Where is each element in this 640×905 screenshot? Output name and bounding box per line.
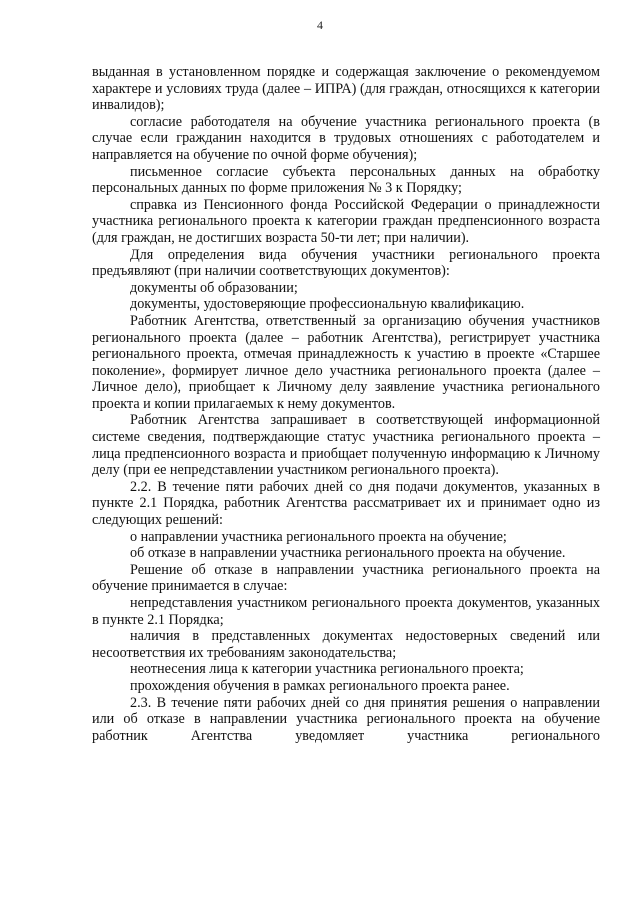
paragraph: Решение об отказе в направлении участника регионального проекта на обучение принимается в случае: (92, 561, 600, 595)
paragraph: неотнесения лица к категории участника регионального проекта; (130, 661, 524, 678)
paragraph: документы об образовании; (130, 279, 298, 296)
paragraph: прохождения обучения в рамках регионального проекта ранее. (130, 677, 510, 694)
paragraph: непредставления участником регионального проекта документов, указанных в пункте 2.1 Порядка; (92, 595, 600, 628)
paragraph: справка из Пенсионного фонда Российской Федерации о принадлежности участника регионального проекта к категории граждан предпенсионного возраста (для граждан, не достигших возраста 50-ти лет; при наличии). (92, 196, 600, 246)
paragraph: согласие работодателя на обучение участника регионального проекта (в случае если гражданин находится в трудовых отношениях с работодателем и направляется на обучение по очной форме обучения); (92, 113, 600, 163)
paragraph: о направлении участника регионального проекта на обучение; (130, 528, 507, 545)
paragraph: 2.3. В течение пяти рабочих дней со дня принятия решения о направлении или об отказе в направлении участника регионального проекта на обучение работник Агентства уведомляет участника регионального (92, 694, 600, 744)
paragraph: Работник Агентства запрашивает в соответствующей информационной системе сведения, подтверждающие статус участника регионального проекта – лица предпенсионного возраста и приобщает полученную информацию к Личному делу (при ее непредставлении участником регионального проекта). (92, 412, 600, 479)
page-number: 4 (317, 18, 323, 32)
paragraph: выданная в установленном порядке и содержащая заключение о рекомендуемом характере и условиях труда (далее – ИПРА) (для граждан, относящихся к категории инвалидов); (92, 64, 600, 114)
paragraph: письменное согласие субъекта персональных данных на обработку персональных данных по форме приложения № 3 к Порядку; (92, 163, 600, 197)
paragraph: документы, удостоверяющие профессиональную квалификацию. (130, 296, 525, 313)
paragraph: Для определения вида обучения участники регионального проекта предъявляют (при наличии соответствующих документов): (92, 246, 600, 280)
paragraph: наличия в представленных документах недостоверных сведений или несоответствия их требованиям законодательства; (92, 628, 600, 661)
paragraph: об отказе в направлении участника регионального проекта на обучение. (130, 545, 566, 562)
document-body (92, 64, 600, 744)
paragraph: 2.2. В течение пяти рабочих дней со дня подачи документов, указанных в пункте 2.1 Порядка, работник Агентства рассматривает их и принимает одно из следующих решений: (92, 478, 600, 529)
paragraph: Работник Агентства, ответственный за организацию обучения участников регионального проекта (далее – работник Агентства), регистрирует участника регионального проекта, отмечая принадлежность к участию в проекте «Старшее поколение», формирует личное дело участника регионального проекта (далее – Личное дело), приобщает к Личному делу заявление участника регионального проекта и копии прилагаемых к нему документов. (92, 312, 600, 412)
